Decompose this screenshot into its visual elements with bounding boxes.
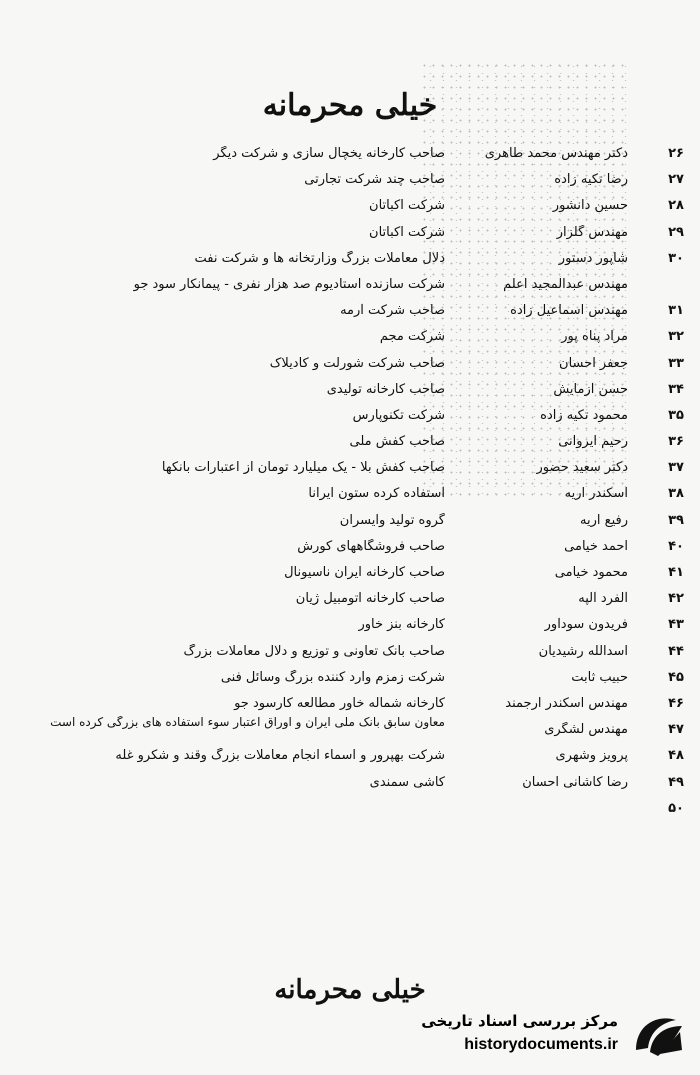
list-item (0, 692, 700, 718)
entry-description: صاحب فروشگاههای کورش (297, 538, 445, 554)
entry-name: پرویز وشهری (555, 748, 628, 764)
entry-description: شرکت اکباتان (369, 198, 445, 214)
entry-name: محمود خیامی (554, 565, 628, 580)
entry-number: ۴۹ (668, 774, 684, 790)
entry-number: ۳۹ (668, 512, 684, 528)
entry-description: صاحب شرکت شورلت و کادیلاک (269, 355, 445, 371)
list-item (0, 456, 700, 482)
entry-description: گروه تولید وایسران (339, 512, 445, 528)
entry-name: دکتر سعید حضور (536, 460, 628, 476)
list-item (0, 352, 700, 378)
entry-description: صاحب کارخانه یخچال سازی و شرکت دیگر (213, 146, 445, 161)
entry-description: معاون سابق بانک ملی ایران و اوراق اعتبار سوء استفاده های بزرگی کرده است (50, 716, 445, 730)
list-item (0, 221, 700, 247)
entry-name: احمد خیامی (564, 538, 628, 554)
entry-description: صاحب بانک تعاونی و توزیع و دلال معاملات بزرگ (183, 643, 445, 659)
entry-name: مهندس لشگری (544, 722, 628, 738)
entry-description: شرکت زمزم وارد کننده بزرگ وسائل فنی (220, 669, 445, 685)
entry-description: صاحب کفش بلا - یک میلیارد تومان از اعتبارات بانکها (161, 460, 445, 476)
list-item (0, 325, 700, 351)
list-item (0, 718, 700, 744)
entry-description: استفاده کرده ستون ایرانا (308, 486, 445, 502)
entry-number: ۳۳ (668, 355, 684, 371)
entry-number: ۴۲ (668, 591, 684, 607)
list-item (0, 744, 700, 770)
list-item (0, 378, 700, 404)
entry-name: دکتر مهندس محمد طاهری (484, 146, 628, 161)
entry-description: صاحب کفش ملی (349, 434, 445, 450)
entry-number: ۲۸ (668, 198, 684, 214)
entry-name: فریدون سودآور (544, 617, 628, 633)
entry-name: رحیم ایروانی (558, 434, 628, 450)
entry-number: ۳۴ (668, 381, 684, 397)
list-item (0, 430, 700, 456)
entry-number: ۴۷ (668, 722, 684, 738)
entry-name: اسدالله رشیدیان (538, 643, 628, 659)
list-item (0, 299, 700, 325)
entry-number: ۲۷ (668, 172, 684, 188)
entry-number: ۳۰ (668, 250, 684, 266)
entries-list (0, 142, 700, 823)
entry-number: ۲۶ (668, 146, 684, 161)
entry-number: ۳۷ (668, 460, 684, 476)
list-item (0, 142, 700, 168)
list-item (0, 587, 700, 613)
entry-name: مراد پناه پور (561, 329, 628, 345)
entry-name: شاپور دستور (558, 250, 628, 266)
entry-number: ۴۳ (668, 617, 684, 633)
entry-name: اسکندر اریه (564, 486, 628, 502)
entry-description: شرکت تکنوپارس (352, 407, 445, 423)
entry-description: صاحب شرکت آرمه (340, 303, 445, 319)
list-item (0, 666, 700, 692)
entry-description: دلال معاملات بزرگ وزارتخانه ها و شرکت نفت (194, 250, 445, 266)
entry-name: حسن آزمایش (553, 381, 628, 397)
list-item (0, 535, 700, 561)
entry-name: مهندس اسماعیل زاده (510, 303, 628, 319)
footer-title: خیلی محرمانه (274, 975, 426, 1005)
entry-name: مهندس عبدالمجید اعلم (503, 276, 628, 292)
entry-description: صاحب کارخانه ایران ناسیونال (284, 565, 445, 580)
entry-number: ۴۵ (668, 669, 684, 685)
list-item (0, 640, 700, 666)
entry-name: رفیع اریه (580, 512, 628, 528)
entry-number: ۵۰ (668, 800, 684, 816)
entry-description: شرکت مجم (379, 329, 445, 345)
list-item (0, 771, 700, 797)
entry-description: صاحب کارخانه تولیدی (326, 381, 445, 397)
entry-number: ۳۶ (668, 434, 684, 450)
entry-name: رضا تکیه زاده (554, 172, 628, 188)
archive-logo-icon (630, 1010, 686, 1062)
list-item (0, 247, 700, 273)
entry-description: کاشی سمندی (369, 774, 445, 790)
entry-number: ۴۰ (668, 538, 684, 554)
entry-description: صاحب کارخانه اتومبیل ژیان (295, 591, 445, 607)
entry-number: ۲۹ (668, 224, 684, 240)
entry-number: ۴۴ (668, 643, 684, 659)
entry-name: مهندس اسکندر ارجمند (505, 695, 628, 711)
watermark-text (421, 1012, 618, 1054)
page-title: خیلی محرمانه (262, 88, 438, 123)
list-item (0, 613, 700, 639)
list-item (0, 404, 700, 430)
entry-number: ۳۸ (668, 486, 684, 502)
entry-description: کارخانه شماله خاور مطالعه کارسود جو (234, 695, 445, 711)
entry-name: جعفر احسان (559, 355, 628, 371)
entry-number: ۴۸ (668, 748, 684, 764)
entry-name: حبیب ثابت (571, 669, 628, 685)
entry-description: شرکت سازنده استادیوم صد هزار نفری - پیمانکار سود جو (133, 276, 445, 292)
entry-description: صاحب چند شرکت تجارتی (304, 172, 445, 188)
entry-number: ۴۱ (668, 565, 684, 580)
entry-name: حسین دانشور (552, 198, 628, 214)
watermark-url: historydocuments.ir (464, 1036, 618, 1053)
entry-description: کارخانه بنز خاور (358, 617, 445, 633)
list-item (0, 194, 700, 220)
list-item (0, 561, 700, 587)
watermark (400, 1008, 690, 1064)
entry-name: مهندس گلزار (556, 224, 628, 240)
entry-description: شرکت بهپرور و اسماء انجام معاملات بزرگ وقند و شکرو غله (115, 748, 445, 764)
entry-description: شرکت اکباتان (369, 224, 445, 240)
list-item (0, 273, 700, 299)
entry-name: رضا کاشانی احسان (522, 774, 628, 790)
list-item (0, 797, 700, 823)
watermark-name: مرکز بررسی اسناد تاریخی (421, 1012, 618, 1030)
list-item (0, 509, 700, 535)
list-item (0, 482, 700, 508)
entry-number: ۳۵ (668, 407, 684, 423)
entry-number: ۴۶ (668, 695, 684, 711)
entry-number: ۳۲ (668, 329, 684, 345)
entry-name: محمود تکیه زاده (540, 407, 628, 423)
entry-number: ۳۱ (668, 303, 684, 319)
entry-name: آلفرد آلپه (578, 591, 628, 607)
list-item (0, 168, 700, 194)
